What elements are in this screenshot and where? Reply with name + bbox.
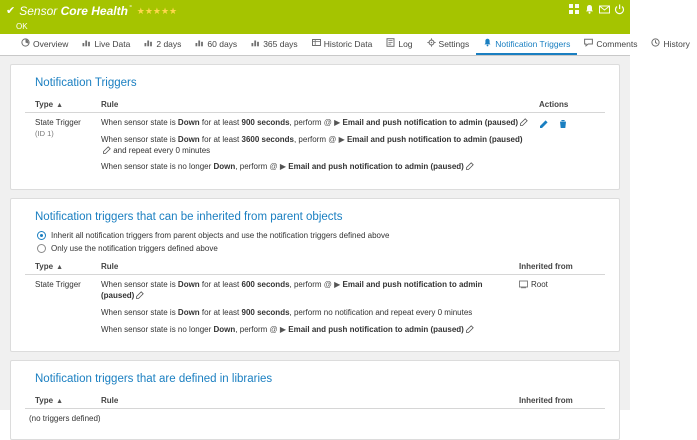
edit-link-icon[interactable] bbox=[103, 146, 111, 154]
own-triggers-table bbox=[25, 97, 605, 177]
cell-rule bbox=[97, 275, 515, 340]
card-own-triggers bbox=[10, 64, 620, 190]
grid-icon[interactable] bbox=[569, 4, 580, 15]
card-inherited-triggers bbox=[10, 198, 620, 352]
table-row bbox=[25, 409, 605, 428]
edit-link-icon[interactable] bbox=[136, 291, 144, 299]
tab-notification-triggers[interactable] bbox=[476, 34, 577, 55]
radio-button[interactable] bbox=[37, 244, 46, 253]
empty-state-label: (no triggers defined) bbox=[29, 414, 101, 424]
sort-asc-icon: ▲ bbox=[56, 264, 64, 272]
card-title-libraries: Notification triggers that are defined in libraries bbox=[35, 373, 273, 386]
tab-label: Overview bbox=[33, 38, 69, 49]
inherited-from-label[interactable]: Root bbox=[531, 280, 548, 290]
edit-link-icon[interactable] bbox=[520, 118, 528, 126]
log-icon bbox=[386, 38, 395, 49]
tab-label: Live Data bbox=[94, 38, 131, 49]
header-icons bbox=[569, 4, 625, 15]
chart-icon bbox=[144, 38, 153, 49]
tab-historic-data[interactable] bbox=[305, 34, 380, 55]
radio-inherit-all[interactable] bbox=[37, 231, 605, 240]
tab-comments[interactable] bbox=[577, 34, 644, 55]
card-title-own: Notification Triggers bbox=[35, 77, 137, 89]
tab-settings[interactable] bbox=[420, 34, 477, 55]
rule-line: When sensor state is Down for at least 600 seconds, perform @ ▶ Email and push notification to admin (paused) bbox=[101, 280, 483, 300]
library-triggers-table bbox=[25, 393, 605, 427]
table-header-row bbox=[25, 393, 605, 409]
table-icon bbox=[312, 38, 321, 49]
delete-icon[interactable] bbox=[558, 119, 568, 129]
tab-label: Log bbox=[398, 38, 413, 49]
tab-label: Historic Data bbox=[323, 38, 373, 49]
sort-asc-icon: ▲ bbox=[56, 398, 64, 406]
table-row bbox=[25, 275, 605, 340]
table-header-row bbox=[25, 259, 605, 275]
tab-bar bbox=[0, 34, 690, 56]
edit-link-icon[interactable] bbox=[466, 162, 474, 170]
column-header-inherited-from: Inherited from bbox=[515, 393, 605, 409]
bell-icon[interactable] bbox=[584, 4, 595, 15]
tab-overview[interactable] bbox=[14, 34, 75, 55]
trigger-id-label: (ID 1) bbox=[35, 129, 54, 138]
rule-line: When sensor state is no longer Down, perform @ ▶ Email and push notification to admin (paused) bbox=[101, 325, 511, 336]
tab-label: History bbox=[663, 38, 690, 49]
chart-icon bbox=[195, 38, 204, 49]
power-icon[interactable] bbox=[614, 4, 625, 15]
edit-icon[interactable] bbox=[539, 119, 549, 129]
sort-asc-icon: ▲ bbox=[56, 102, 64, 109]
root-icon bbox=[519, 280, 528, 289]
radio-only-defined[interactable] bbox=[37, 244, 605, 253]
column-header-type[interactable]: Type ▲ bbox=[25, 393, 97, 409]
gear-icon bbox=[427, 38, 436, 49]
history-icon bbox=[651, 38, 660, 49]
column-header-inherited-from: Inherited from bbox=[515, 259, 605, 275]
cell-rule bbox=[97, 113, 535, 178]
tab-60-days[interactable] bbox=[188, 34, 244, 55]
column-header-rule[interactable]: Rule bbox=[97, 97, 535, 113]
rule-line: When sensor state is Down for at least 900 seconds, perform @ ▶ Email and push notification to admin (paused) bbox=[101, 118, 531, 129]
tab-live-data[interactable] bbox=[75, 34, 137, 55]
column-header-rule[interactable]: Rule bbox=[97, 393, 515, 409]
rule-line: When sensor state is Down for at least 3600 seconds, perform @ ▶ Email and push notification to admin (paused) and repeat every 0 minutes bbox=[101, 134, 523, 155]
edit-link-icon[interactable] bbox=[466, 325, 474, 333]
overview-icon bbox=[21, 38, 30, 49]
radio-label: Inherit all notification triggers from parent objects and use the notification triggers defined above bbox=[51, 231, 390, 241]
tab-history[interactable] bbox=[644, 34, 696, 55]
radio-button[interactable] bbox=[37, 231, 46, 240]
tab-2-days[interactable] bbox=[137, 34, 188, 55]
trigger-type-label: State Trigger bbox=[35, 118, 81, 127]
trigger-type-label: State Trigger bbox=[35, 280, 81, 290]
rule-line: When sensor state is Down for at least 900 seconds, perform no notification and repeat every 0 minutes bbox=[101, 307, 473, 317]
chart-icon bbox=[82, 38, 91, 49]
table-header-row bbox=[25, 97, 605, 113]
tab-label: 2 days bbox=[156, 38, 182, 49]
cell-type bbox=[25, 275, 97, 340]
tab-label: Notification Triggers bbox=[495, 38, 571, 49]
tab-label: 60 days bbox=[207, 38, 238, 49]
table-row bbox=[25, 113, 605, 178]
status-text: OK bbox=[0, 22, 630, 34]
column-header-type[interactable]: Type ▲ bbox=[25, 97, 97, 113]
tab-label: Settings bbox=[438, 38, 470, 49]
bell-icon bbox=[483, 38, 492, 49]
tab-label: Comments bbox=[596, 38, 638, 49]
cell-actions bbox=[535, 113, 605, 178]
mail-icon[interactable] bbox=[599, 4, 610, 15]
app-header bbox=[0, 0, 630, 22]
column-header-actions: Actions bbox=[535, 97, 605, 113]
priority-stars[interactable]: ★★★★★ bbox=[136, 5, 178, 16]
cell-type bbox=[25, 113, 97, 178]
rule-line: When sensor state is no longer Down, perform @ ▶ Email and push notification to admin (paused) bbox=[101, 162, 531, 173]
card-title-inherited: Notification triggers that can be inherited from parent objects bbox=[35, 211, 343, 224]
comment-icon bbox=[584, 38, 593, 49]
page-title: Sensor Core Health° bbox=[19, 4, 132, 18]
tab-log[interactable] bbox=[379, 34, 419, 55]
inherited-triggers-table bbox=[25, 259, 605, 339]
card-library-triggers bbox=[10, 360, 620, 440]
column-header-type[interactable]: Type ▲ bbox=[25, 259, 97, 275]
page-body bbox=[0, 56, 630, 424]
radio-label: Only use the notification triggers defined above bbox=[51, 244, 218, 254]
chart-icon bbox=[251, 38, 260, 49]
column-header-rule[interactable]: Rule bbox=[97, 259, 515, 275]
check-icon: ✔ bbox=[6, 4, 16, 17]
tab-label: 365 days bbox=[263, 38, 298, 49]
tab-365-days[interactable] bbox=[244, 34, 305, 55]
cell-inherited-from bbox=[515, 275, 605, 340]
